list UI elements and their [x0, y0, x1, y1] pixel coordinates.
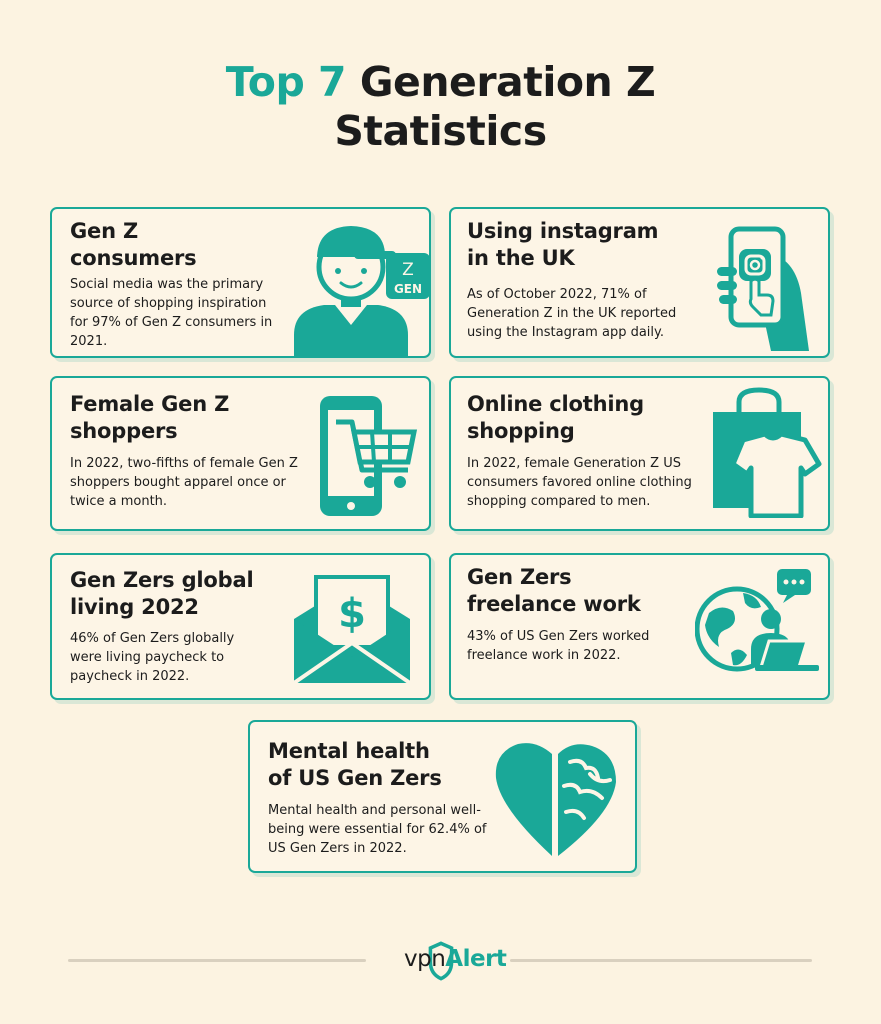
stat-card-freelance-work	[449, 553, 830, 700]
heading-line-1: Online clothing	[467, 392, 644, 416]
stat-card-female-shoppers	[50, 376, 431, 531]
logo-vpn: vpn	[404, 946, 446, 972]
heading-line-2: in the UK	[467, 246, 575, 270]
card-body: Mental health and personal well-being were essential for 62.4% of US Gen Zers in 2022.	[268, 803, 487, 856]
heading-line-1: Using instagram	[467, 219, 659, 243]
heading-line-2: living 2022	[70, 595, 199, 619]
stat-card-gen-z-consumers	[50, 207, 431, 358]
card-heading	[70, 567, 253, 621]
card-body: As of October 2022, 71% of Generation Z in the UK reported using the Instagram app daily.	[467, 287, 677, 340]
card-heading	[467, 218, 658, 272]
title-accent: Top 7	[225, 58, 347, 106]
stat-card-online-clothing	[449, 376, 830, 531]
stat-card-global-living	[50, 553, 431, 700]
card-heading	[268, 738, 442, 792]
card-heading	[467, 564, 641, 618]
phone-cart-icon	[314, 392, 424, 520]
card-body: 43% of US Gen Zers worked freelance work in 2022.	[467, 629, 650, 663]
card-body: In 2022, two-fifths of female Gen Z shoppers bought apparel once or twice a month.	[70, 456, 298, 509]
card-heading	[70, 391, 229, 445]
heading-line-1: Gen Zers	[467, 565, 572, 589]
dollar-sign: $	[338, 591, 366, 637]
heading-line-1: Mental health	[268, 739, 430, 763]
money-envelope-icon	[290, 573, 414, 685]
heart-brain-icon	[492, 738, 622, 858]
heading-line-1: Gen Z	[70, 219, 138, 243]
stat-card-instagram-uk	[449, 207, 830, 358]
footer-divider-right	[510, 959, 812, 962]
heading-line-1: Female Gen Z	[70, 392, 230, 416]
footer-divider-left	[68, 959, 366, 962]
gen-z-person-icon	[280, 217, 430, 357]
heading-line-2: freelance work	[467, 592, 641, 616]
heading-line-2: shoppers	[70, 419, 178, 443]
card-body: Social media was the primary source of shopping inspiration for 97% of Gen Z consumers in 2021.	[70, 277, 273, 349]
shopping-bag-shirt-icon	[707, 384, 825, 518]
heading-line-2: consumers	[70, 246, 197, 270]
page-title	[0, 58, 881, 156]
card-heading	[70, 218, 196, 272]
card-heading	[467, 391, 644, 445]
icon-label-z: Z	[402, 260, 414, 280]
card-body: 46% of Gen Zers globally were living paycheck to paycheck in 2022.	[70, 631, 235, 684]
logo-alert: Alert	[445, 946, 507, 972]
globe-freelancer-icon	[695, 567, 825, 677]
heading-line-1: Gen Zers global	[70, 568, 254, 592]
instagram-phone-icon	[709, 223, 819, 353]
card-body: In 2022, female Generation Z US consumers favored online clothing shopping compared to men.	[467, 456, 692, 509]
title-rest: Generation Z	[359, 58, 656, 106]
title-line2: Statistics	[334, 107, 547, 155]
stat-card-mental-health	[248, 720, 637, 873]
heading-line-2: shopping	[467, 419, 575, 443]
vpnalert-logo	[404, 946, 506, 972]
heading-line-2: of US Gen Zers	[268, 766, 442, 790]
icon-label-gen: GEN	[393, 282, 423, 296]
